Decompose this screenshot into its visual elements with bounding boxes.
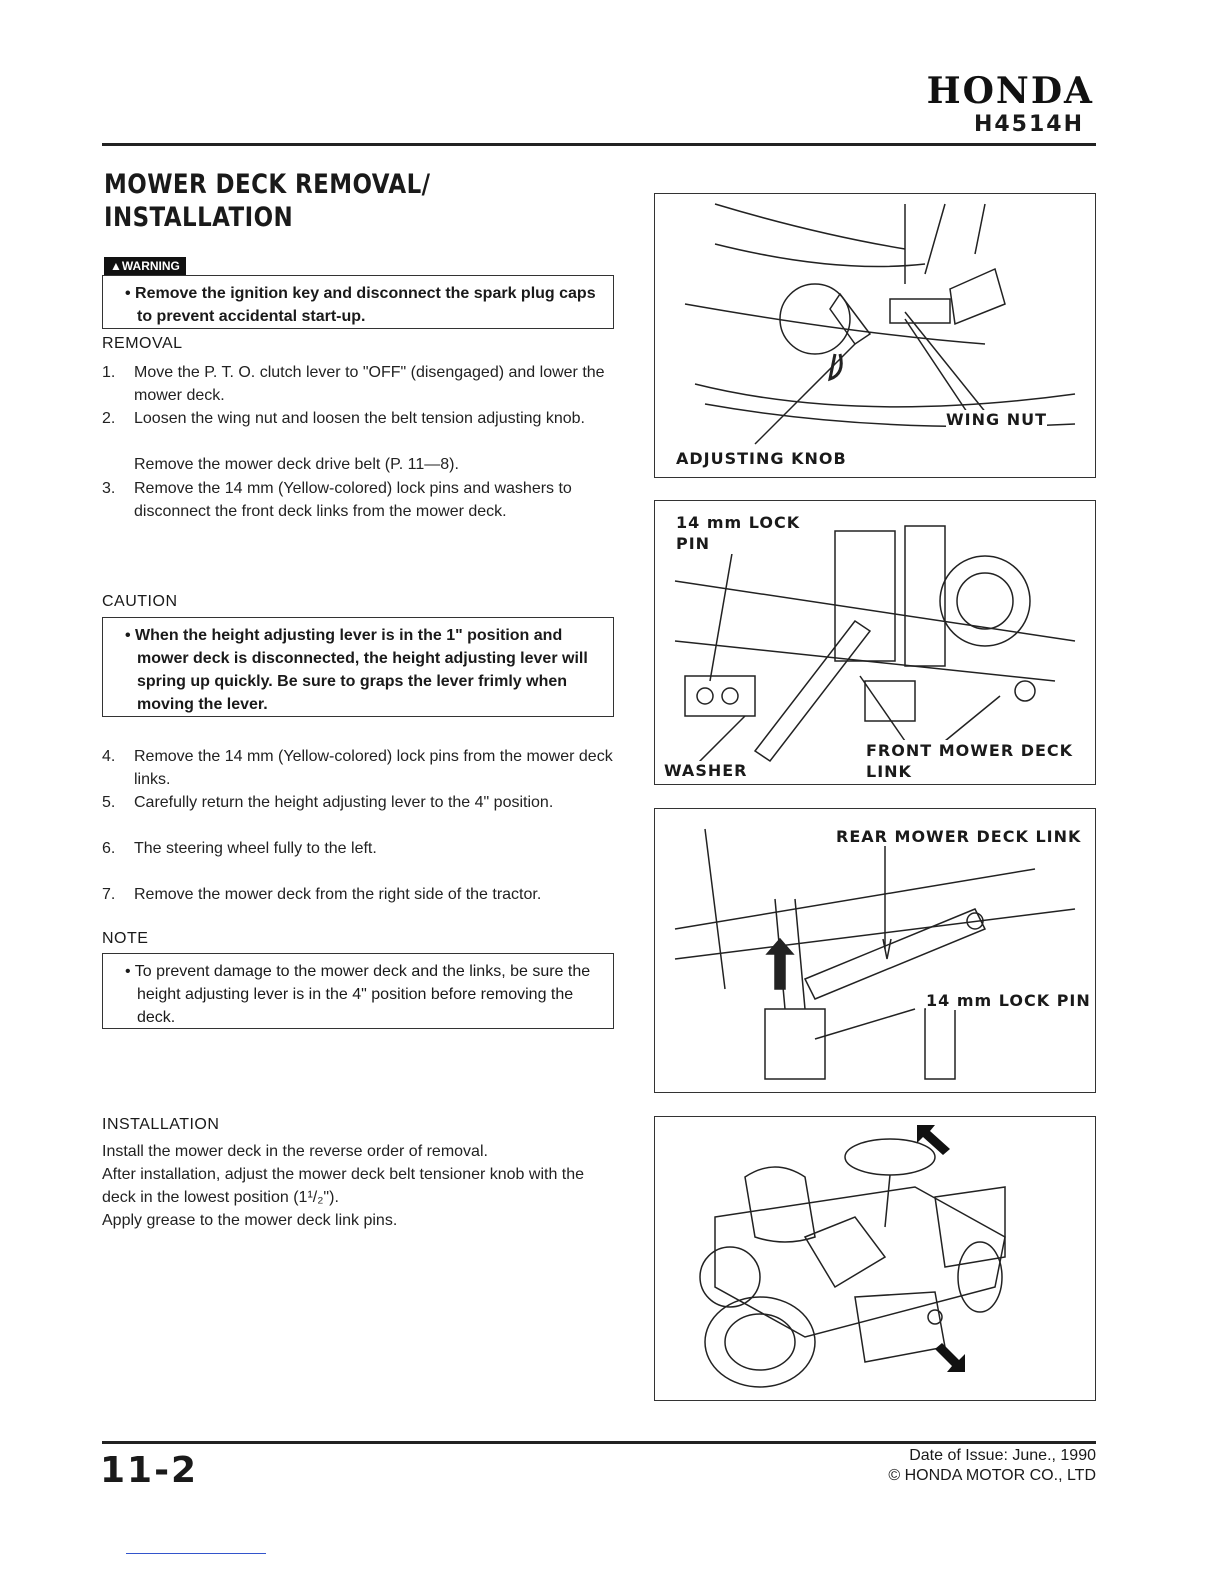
removal-step-1: 1. Move the P. T. O. clutch lever to "OFF" (disengaged) and lower the mower deck.	[102, 364, 605, 404]
removal-step-4: 4. Remove the 14 mm (Yellow-colored) lock pins from the mower deck links.	[102, 748, 613, 788]
fig2-label-washer: WASHER	[664, 761, 748, 780]
note-item: • To prevent damage to the mower deck and the links, be sure the height adjusting lever is in the 4" position before removing the deck.	[125, 960, 599, 1029]
section-title: MOWER DECK REMOVAL/ INSTALLATION	[104, 169, 431, 233]
fig3-label-rear-link: REAR MOWER DECK LINK	[836, 827, 1082, 846]
issue-date: Date of Issue: June., 1990	[909, 1447, 1096, 1464]
caution-heading: CAUTION	[102, 593, 178, 610]
figure-rear-link-drawing	[655, 809, 1095, 1092]
note-heading: NOTE	[102, 930, 149, 947]
arrow-up-icon	[917, 1125, 950, 1155]
model-number: H4514H	[973, 112, 1084, 137]
figure-wing-nut	[654, 193, 1096, 478]
installation-line-3: Apply grease to the mower deck link pins.	[102, 1212, 398, 1229]
installation-text	[102, 1140, 614, 1232]
brand-logo: HONDA	[926, 70, 1094, 112]
warning-box	[102, 275, 614, 329]
issue-info	[888, 1446, 1096, 1486]
fig1-label-wing-nut: WING NUT	[946, 410, 1047, 429]
arrow-down-icon	[935, 1343, 965, 1372]
removal-step-3: 3. Remove the 14 mm (Yellow-colored) lock pins and washers to disconnect the front deck links from the mower deck.	[102, 480, 572, 520]
caution-item: • When the height adjusting lever is in the 1" position and mower deck is disconnected, the height adjusting lever will spring up quickly. Be sure to graps the lever frimly when moving the lever.	[125, 624, 599, 716]
warning-tag: ▲WARNING	[104, 257, 186, 275]
copyright: © HONDA MOTOR CO., LTD	[888, 1467, 1096, 1484]
blue-rule	[126, 1553, 266, 1554]
header-rule	[102, 143, 1096, 146]
warning-item: • Remove the ignition key and disconnect the spark plug caps to prevent accidental start-up.	[125, 282, 599, 328]
fig3-label-lock-pin: 14 mm LOCK PIN	[926, 991, 1091, 1010]
figure-tractor	[654, 1116, 1096, 1401]
note-box	[102, 953, 614, 1029]
caution-box	[102, 617, 614, 717]
installation-line-2: After installation, adjust the mower deck belt tensioner knob with the deck in the lowest position (1¹/₂").	[102, 1166, 585, 1206]
removal-heading: REMOVAL	[102, 335, 183, 352]
installation-line-1: Install the mower deck in the reverse order of removal.	[102, 1143, 488, 1160]
figure-rear-link	[654, 808, 1096, 1093]
fig2-label-lock-pin: 14 mm LOCK PIN	[676, 513, 801, 553]
installation-heading: INSTALLATION	[102, 1116, 220, 1133]
figure-tractor-drawing	[655, 1117, 1095, 1400]
removal-step-2b: Remove the mower deck drive belt (P. 11—8).	[134, 456, 459, 473]
removal-step-5: 5. Carefully return the height adjusting lever to the 4" position.	[102, 794, 554, 811]
fig2-label-front-link: FRONT MOWER DECK LINK	[866, 741, 1074, 781]
removal-step-7: 7. Remove the mower deck from the right side of the tractor.	[102, 886, 542, 903]
removal-step-6: 6. The steering wheel fully to the left.	[102, 840, 377, 857]
figure-wing-nut-drawing	[655, 194, 1095, 477]
page-number: 11-2	[100, 1450, 199, 1491]
removal-step-2: 2. Loosen the wing nut and loosen the belt tension adjusting knob.	[102, 410, 585, 427]
footer-rule	[102, 1441, 1096, 1444]
fig1-label-adjusting-knob: ADJUSTING KNOB	[676, 449, 847, 468]
